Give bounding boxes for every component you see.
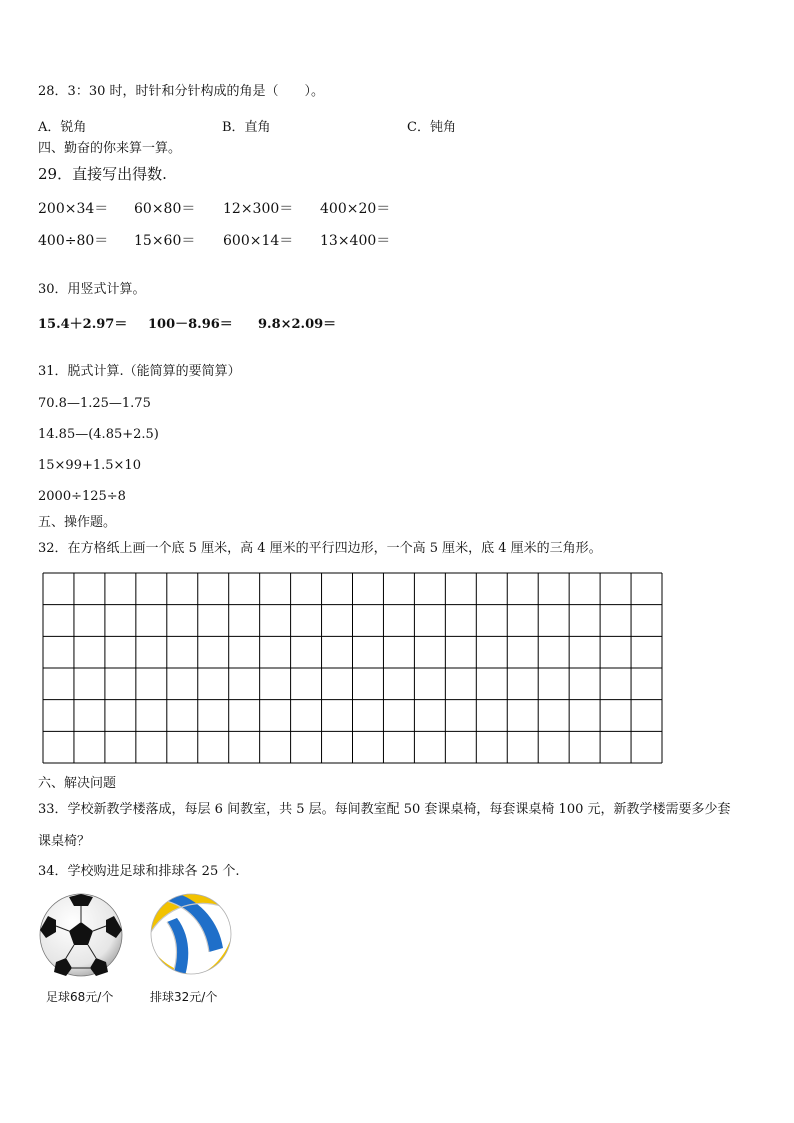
q29-row2-item: 15×60＝ [134, 233, 196, 249]
q33-line2: 课桌椅？ [38, 834, 91, 849]
q28-option-a: A．锐角 [38, 120, 87, 135]
q30-item: 15.4＋2.97＝ [38, 317, 128, 332]
soccer-price-label: 足球68元/个 [46, 990, 114, 1004]
section-4-heading: 四、勤奋的你来算一算。 [38, 141, 182, 156]
q31-item: 14.85—(4.85+2.5) [38, 427, 159, 442]
soccer-ball-image [38, 892, 124, 978]
q29-row1-item: 200×34＝ [38, 201, 109, 217]
q29-row1-item: 400×20＝ [320, 201, 391, 217]
q29-row2-item: 400÷80＝ [38, 233, 109, 249]
q32-stem: 32．在方格纸上画一个底 5 厘米，高 4 厘米的平行四边形，一个高 5 厘米，底 4 厘米的三角形。 [38, 541, 602, 556]
q30-item: 9.8×2.09＝ [258, 317, 337, 332]
grid-paper [42, 572, 663, 764]
q29-title: 29．直接写出得数. [38, 165, 167, 183]
section-6-heading: 六、解决问题 [38, 776, 117, 791]
q28-option-b: B．直角 [222, 120, 271, 135]
q29-row1-item: 60×80＝ [134, 201, 196, 217]
q30-title: 30．用竖式计算。 [38, 282, 146, 297]
volleyball-image [149, 892, 233, 976]
volleyball-price-label: 排球32元/个 [150, 990, 218, 1004]
q33-line1: 33．学校新教学楼落成，每层 6 间教室，共 5 层。每间教室配 50 套课桌椅，每套课桌椅 100 元，新教学楼需要多少套 [38, 802, 731, 817]
q34-stem: 34．学校购进足球和排球各 25 个. [38, 864, 240, 879]
q29-row2-item: 600×14＝ [223, 233, 294, 249]
section-5-heading: 五、操作题。 [38, 515, 117, 530]
q31-item: 2000÷125÷8 [38, 489, 126, 504]
q29-row1-item: 12×300＝ [223, 201, 294, 217]
q30-item: 100－8.96＝ [148, 317, 233, 332]
q29-row2-item: 13×400＝ [320, 233, 391, 249]
q31-title: 31．脱式计算.（能简算的要简算） [38, 364, 241, 379]
q28-option-c: C．钝角 [407, 120, 456, 135]
q31-item: 70.8—1.25—1.75 [38, 396, 151, 411]
q31-item: 15×99+1.5×10 [38, 458, 141, 473]
q28-stem: 28．3：30 时，时针和分针构成的角是（ ）。 [38, 84, 324, 99]
